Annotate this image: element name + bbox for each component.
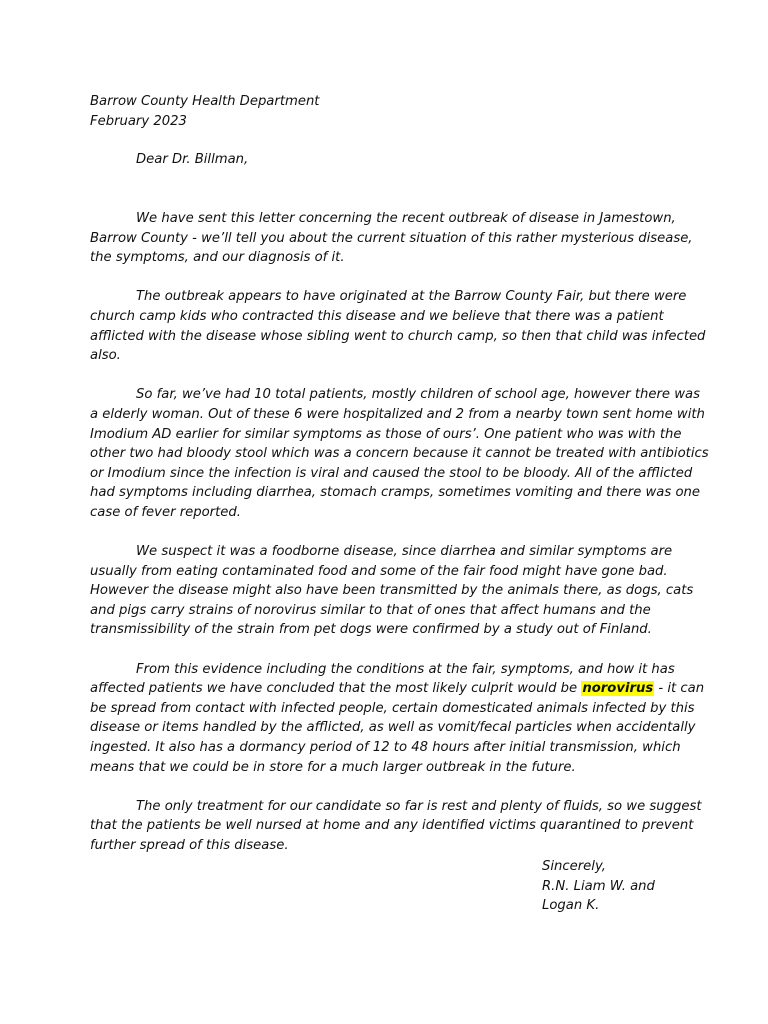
text-line: the symptoms, and our diagnosis of it. xyxy=(90,250,345,266)
letter-header xyxy=(90,92,319,131)
salutation: Dear Dr. Billman, xyxy=(136,152,249,167)
highlighted-diagnosis: norovirus xyxy=(582,681,654,697)
paragraph-suspicion xyxy=(90,542,694,640)
paragraph-diagnosis xyxy=(90,660,705,778)
paragraph-patients xyxy=(90,385,709,522)
text-line: also. xyxy=(90,348,121,364)
text-line: or Imodium since the infection is viral and caused the stool to be bloody. All of the afflicted xyxy=(90,465,693,481)
text-line: However the disease might also have been transmitted by the animals there, as dogs, cats xyxy=(90,583,694,599)
text-line: case of fever reported. xyxy=(90,504,241,520)
text-line: Barrow County - we’ll tell you about the current situation of this rather mysterious disease, xyxy=(90,230,693,246)
text-line: and pigs carry strains of norovirus similar to that of ones that affect humans and the xyxy=(90,602,651,618)
text-line: From this evidence including the conditions at the fair, symptoms, and how it has xyxy=(136,661,675,677)
text-line: So far, we’ve had 10 total patients, mostly children of school age, however there was xyxy=(136,387,700,403)
text-segment: affected patients we have concluded that the most likely culprit would be xyxy=(90,681,582,697)
text-line: transmissibility of the strain from pet dogs were confirmed by a study out of Finland. xyxy=(90,622,652,638)
text-line: We suspect it was a foodborne disease, since diarrhea and similar symptoms are xyxy=(136,544,673,560)
text-line: had symptoms including diarrhea, stomach cramps, sometimes vomiting and there was one xyxy=(90,485,700,501)
text-line: church camp kids who contracted this disease and we believe that there was a patient xyxy=(90,308,664,324)
signer-name: Logan K. xyxy=(542,898,600,914)
letter-date: February 2023 xyxy=(90,113,187,129)
paragraph-origin xyxy=(90,287,706,365)
text-line: afflicted with the disease whose sibling went to church camp, so then that child was infected xyxy=(90,328,706,344)
text-line: The outbreak appears to have originated at the Barrow County Fair, but there were xyxy=(136,289,687,305)
text-segment: - it can xyxy=(654,681,705,697)
text-line: ingested. It also has a dormancy period of 12 to 48 hours after initial transmission, which xyxy=(90,740,681,756)
text-line: be spread from contact with infected people, certain domesticated animals infected by this xyxy=(90,700,695,716)
text-line: other two had bloody stool which was a concern because it cannot be treated with antibiotics xyxy=(90,446,709,462)
text-line: that the patients be well nursed at home and any identified victims quarantined to prevent xyxy=(90,818,694,834)
letter-body xyxy=(90,209,709,875)
text-line: further spread of this disease. xyxy=(90,838,289,853)
paragraph-introduction xyxy=(90,209,693,268)
text-line-with-highlight xyxy=(90,679,705,699)
valediction: Sincerely, xyxy=(542,859,606,874)
text-line: disease or items handled by the afflicted, as well as vomit/fecal particles when accidentally xyxy=(90,720,696,736)
letter-closing xyxy=(542,857,655,916)
text-line: a elderly woman. Out of these 6 were hospitalized and 2 from a nearby town sent home with xyxy=(90,406,705,422)
text-line: We have sent this letter concerning the recent outbreak of disease in Jamestown, xyxy=(136,211,676,226)
paragraph-treatment xyxy=(90,797,702,856)
signer-name: R.N. Liam W. and xyxy=(542,878,655,894)
organization-name: Barrow County Health Department xyxy=(90,94,320,109)
text-line: usually from eating contaminated food and some of the fair food might have gone bad. xyxy=(90,563,668,579)
text-line: The only treatment for our candidate so far is rest and plenty of fluids, so we suggest xyxy=(136,798,702,814)
text-line: Imodium AD earlier for similar symptoms as those of ours’. One patient who was with the xyxy=(90,426,682,442)
text-line: means that we could be in store for a much larger outbreak in the future. xyxy=(90,759,576,775)
